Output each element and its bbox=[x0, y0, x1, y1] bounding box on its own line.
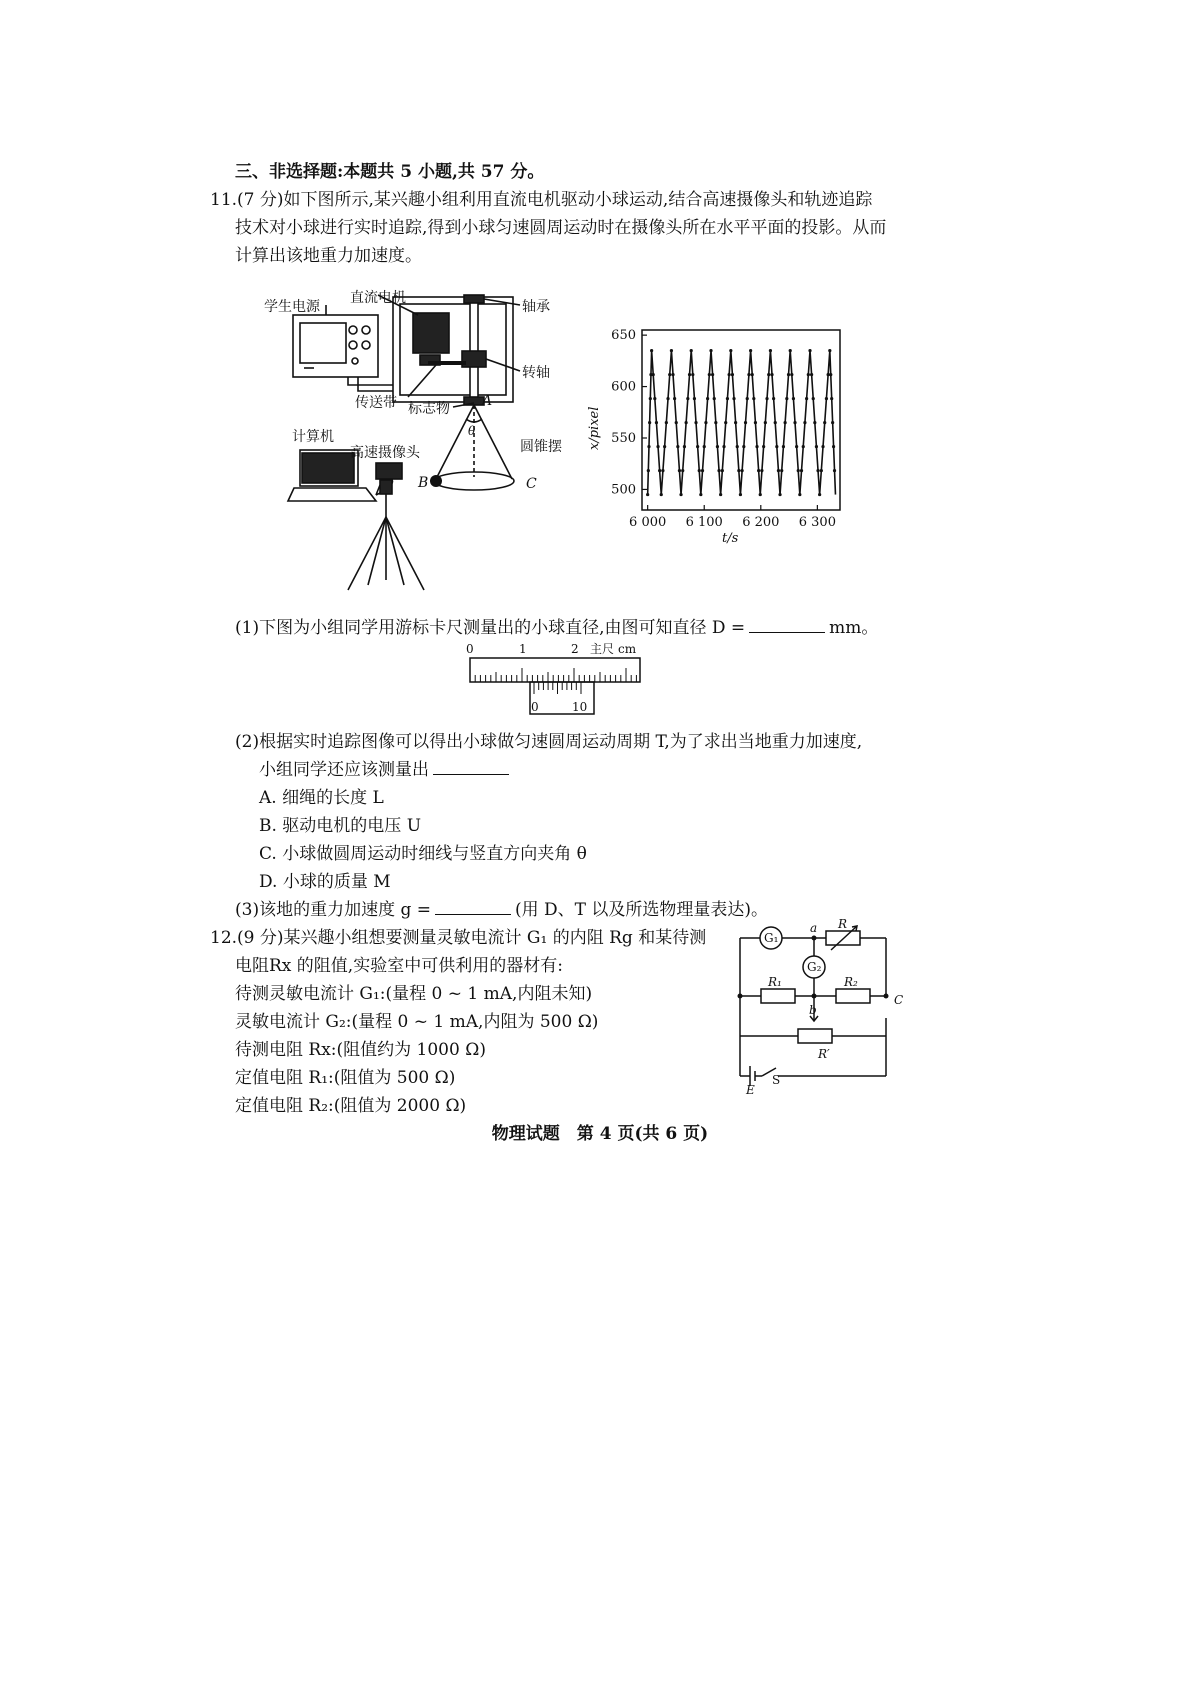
chart-data-point bbox=[831, 421, 834, 424]
q11-stem-line-3: 计算出该地重力加速度。 bbox=[235, 246, 422, 266]
label-point-b: B bbox=[418, 475, 429, 491]
chart-data-point bbox=[708, 373, 711, 376]
chart-data-point bbox=[818, 493, 821, 496]
x-tick-label: 6 100 bbox=[685, 515, 723, 530]
chart-data-point bbox=[719, 493, 722, 496]
label-marker: 标志物 bbox=[408, 401, 450, 417]
label-r2: R₂ bbox=[844, 975, 858, 989]
chart-data-point bbox=[775, 445, 778, 448]
q12-stem-line-2: 电阻Rx 的阻值,实验室中可供利用的器材有: bbox=[235, 956, 563, 976]
chart-data-point bbox=[666, 397, 669, 400]
chart-data-point bbox=[789, 349, 792, 352]
q11-part3-suffix: (用 D、T 以及所选物理量表达)。 bbox=[515, 900, 769, 920]
chart-data-point bbox=[807, 373, 810, 376]
chart-data-point bbox=[686, 397, 689, 400]
shaft bbox=[470, 297, 478, 402]
caliper-vernier-tick-10: 10 bbox=[572, 700, 588, 714]
chart-data-point bbox=[646, 493, 649, 496]
q12-number: 12. bbox=[210, 928, 238, 948]
label-shaft: 转轴 bbox=[522, 365, 550, 381]
chart-data-point bbox=[739, 493, 742, 496]
chart-data-point bbox=[790, 373, 793, 376]
chart-x-axis-label: t/s bbox=[722, 531, 739, 546]
chart-data-point bbox=[797, 469, 800, 472]
q11-stem-line-1: 如下图所示,某兴趣小组利用直流电机驱动小球运动,结合高速摄像头和轨迹追踪 bbox=[283, 190, 873, 210]
q11-score: (7 分) bbox=[237, 190, 284, 210]
q12-stem bbox=[210, 924, 706, 952]
chart-data-point bbox=[769, 349, 772, 352]
chart-data-point bbox=[747, 373, 750, 376]
label-point-c: C bbox=[526, 476, 537, 492]
tripod bbox=[348, 517, 386, 590]
chart-data-point bbox=[746, 397, 749, 400]
label-c: C bbox=[894, 993, 904, 1007]
chart-data-point bbox=[704, 421, 707, 424]
chart-data-point bbox=[780, 469, 783, 472]
q11-part2-text: 小组同学还应该测量出 bbox=[259, 760, 429, 780]
q11-part2-line-1: (2)根据实时追踪图像可以得出小球做匀速圆周运动周期 T,为了求出当地重力加速度, bbox=[235, 732, 863, 752]
chart-data-point bbox=[820, 469, 823, 472]
chart-data-point bbox=[752, 397, 755, 400]
chart-data-point bbox=[694, 421, 697, 424]
chart-data-point bbox=[830, 397, 833, 400]
chart-data-point bbox=[765, 397, 768, 400]
chart-data-point bbox=[691, 373, 694, 376]
q11-part1-text: (1)下图为小组同学用游标卡尺测量出的小球直径,由图可知直径 D = bbox=[235, 618, 746, 638]
chart-data-point bbox=[777, 469, 780, 472]
q11-part1-unit: mm。 bbox=[829, 618, 879, 638]
chart-data-point bbox=[732, 397, 735, 400]
chart-data-point bbox=[703, 445, 706, 448]
label-r: R bbox=[838, 917, 848, 931]
label-r-prime: R′ bbox=[818, 1047, 830, 1061]
label-camera: 高速摄像头 bbox=[350, 445, 420, 461]
chart-data-point bbox=[737, 469, 740, 472]
chart-data-point bbox=[652, 373, 655, 376]
chart-data-point bbox=[833, 469, 836, 472]
chart-data-point bbox=[671, 373, 674, 376]
chart-data-point bbox=[658, 469, 661, 472]
chart-data-point bbox=[653, 397, 656, 400]
chart-data-point bbox=[731, 373, 734, 376]
chart-data-point bbox=[701, 469, 704, 472]
chart-data-point bbox=[828, 349, 831, 352]
label-s: S bbox=[772, 1073, 781, 1087]
chart-data-point bbox=[683, 445, 686, 448]
chart-data-point bbox=[792, 397, 795, 400]
caliper-main-tick-2: 2 bbox=[571, 642, 579, 656]
vernier-caliper bbox=[458, 640, 658, 720]
chart-data-point bbox=[803, 421, 806, 424]
label-a: a bbox=[810, 921, 818, 935]
frame-outer bbox=[393, 297, 513, 402]
chart-data-point bbox=[749, 349, 752, 352]
q11-option-d[interactable]: D. 小球的质量 M bbox=[259, 872, 391, 892]
chart-data-point bbox=[655, 421, 658, 424]
q12-equipment-1: 待测灵敏电流计 G₁:(量程 0 ~ 1 mA,内阻未知) bbox=[235, 984, 593, 1004]
q12-score: (9 分) bbox=[237, 928, 284, 948]
chart-data-point bbox=[668, 373, 671, 376]
chart-data-point bbox=[678, 469, 681, 472]
chart-data-point bbox=[670, 349, 673, 352]
chart-data-point bbox=[675, 421, 678, 424]
label-g2: G₂ bbox=[807, 960, 822, 974]
chart-data-point bbox=[782, 445, 785, 448]
q11-number-label: 11. bbox=[210, 190, 238, 210]
chart-data-point bbox=[696, 445, 699, 448]
chart-data-point bbox=[729, 349, 732, 352]
q11-number bbox=[210, 186, 872, 214]
chart-data-point bbox=[656, 445, 659, 448]
x-tick-label: 6 300 bbox=[798, 515, 836, 530]
chart-data-point bbox=[736, 445, 739, 448]
label-conical-pendulum: 圆锥摆 bbox=[520, 439, 562, 455]
y-tick-label: 600 bbox=[611, 379, 636, 395]
chart-data-point bbox=[784, 421, 787, 424]
chart-data-point bbox=[699, 493, 702, 496]
chart-data-point bbox=[742, 445, 745, 448]
caliper-main-unit: cm bbox=[618, 642, 637, 656]
chart-data-point bbox=[795, 445, 798, 448]
chart-data-point bbox=[648, 421, 651, 424]
label-dc-motor: 直流电机 bbox=[350, 290, 406, 306]
chart-data-point bbox=[798, 493, 801, 496]
q11-part3 bbox=[235, 896, 768, 924]
caliper-main-label: 主尺 bbox=[590, 642, 615, 656]
chart-data-point bbox=[726, 397, 729, 400]
q11-part3-answer-blank[interactable] bbox=[435, 896, 511, 915]
chart-data-point bbox=[673, 397, 676, 400]
chart-data-point bbox=[823, 421, 826, 424]
chart-data-point bbox=[685, 421, 688, 424]
circuit-diagram bbox=[736, 917, 916, 1097]
chart-data-point bbox=[812, 397, 815, 400]
chart-data-point bbox=[711, 373, 714, 376]
chart-data-point bbox=[785, 397, 788, 400]
chart-data-point bbox=[660, 493, 663, 496]
ball bbox=[430, 475, 442, 487]
chart-data-point bbox=[772, 397, 775, 400]
label-bearing: 轴承 bbox=[522, 299, 550, 315]
chart-data-point bbox=[793, 421, 796, 424]
tracking-chart bbox=[587, 318, 900, 548]
chart-data-point bbox=[770, 373, 773, 376]
chart-data-point bbox=[649, 397, 652, 400]
chart-data-point bbox=[665, 421, 668, 424]
chart-data-point bbox=[762, 445, 765, 448]
chart-data-point bbox=[741, 469, 744, 472]
chart-data-point bbox=[774, 421, 777, 424]
chart-data-point bbox=[821, 445, 824, 448]
chart-data-point bbox=[717, 469, 720, 472]
label-b: b bbox=[809, 1003, 817, 1017]
label-theta: θ bbox=[468, 424, 476, 438]
chart-data-point bbox=[800, 469, 803, 472]
apparatus-diagram bbox=[258, 285, 578, 615]
section-title: 三、非选择题:本题共 5 小题,共 57 分。 bbox=[235, 162, 545, 182]
chart-data-point bbox=[757, 469, 760, 472]
q12-equipment-3: 待测电阻 Rx:(阻值约为 1000 Ω) bbox=[235, 1040, 486, 1060]
label-point-a: A bbox=[482, 393, 493, 409]
q12-stem-line-1: 某兴趣小组想要测量灵敏电流计 G₁ 的内阻 Rg 和某待测 bbox=[283, 928, 707, 948]
dc-motor bbox=[413, 313, 449, 353]
high-speed-camera bbox=[376, 463, 402, 479]
chart-data-point bbox=[728, 373, 731, 376]
chart-data-point bbox=[802, 445, 805, 448]
chart-data-point bbox=[724, 421, 727, 424]
chart-data-point bbox=[663, 445, 666, 448]
caliper-vernier-tick-0: 0 bbox=[531, 700, 539, 714]
chart-data-point bbox=[713, 397, 716, 400]
chart-data-point bbox=[755, 445, 758, 448]
label-r1: R₁ bbox=[768, 975, 782, 989]
resistor-r2 bbox=[836, 989, 870, 1003]
q11-stem-line-2: 技术对小球进行实时追踪,得到小球匀速圆周运动时在摄像头所在水平平面的投影。从而 bbox=[235, 218, 887, 238]
chart-data-point bbox=[816, 469, 819, 472]
chart-data-point bbox=[688, 373, 691, 376]
label-power-supply: 学生电源 bbox=[264, 299, 320, 315]
power-supply-knob bbox=[349, 326, 357, 334]
chart-data-point bbox=[832, 445, 835, 448]
label-computer: 计算机 bbox=[292, 429, 334, 445]
chart-data-point bbox=[681, 469, 684, 472]
q11-part2-line-2 bbox=[259, 756, 513, 784]
resistor-r1 bbox=[761, 989, 795, 1003]
chart-data-point bbox=[709, 349, 712, 352]
chart-data-point bbox=[825, 397, 828, 400]
chart-data-point bbox=[661, 469, 664, 472]
power-supply-screen bbox=[300, 323, 346, 363]
y-tick-label: 650 bbox=[611, 328, 636, 344]
label-belt: 传送带 bbox=[355, 395, 397, 411]
chart-data-point bbox=[751, 373, 754, 376]
chart-y-axis-label: x/pixel bbox=[587, 406, 602, 450]
chart-data-point bbox=[647, 469, 650, 472]
q12-equipment-4: 定值电阻 R₁:(阻值为 500 Ω) bbox=[235, 1068, 456, 1088]
chart-data-point bbox=[813, 421, 816, 424]
chart-data-point bbox=[676, 445, 679, 448]
chart-data-point bbox=[722, 445, 725, 448]
label-e: E bbox=[746, 1083, 755, 1097]
chart-data-point bbox=[647, 445, 650, 448]
q11-part1-answer-blank[interactable] bbox=[749, 614, 825, 633]
y-tick-label: 550 bbox=[611, 431, 636, 446]
chart-data-point bbox=[767, 373, 770, 376]
chart-data-point bbox=[690, 349, 693, 352]
chart-data-point bbox=[778, 493, 781, 496]
pendulum-path bbox=[434, 472, 514, 490]
q11-option-c[interactable]: C. 小球做圆周运动时细线与竖直方向夹角 θ bbox=[259, 844, 587, 864]
chart-data-point bbox=[808, 349, 811, 352]
page-footer: 物理试题 第 4 页(共 6 页) bbox=[491, 1124, 709, 1144]
chart-data-point bbox=[754, 421, 757, 424]
caliper-main-tick-0: 0 bbox=[466, 642, 474, 656]
chart-data-point bbox=[714, 421, 717, 424]
chart-data-point bbox=[759, 493, 762, 496]
chart-data-point bbox=[734, 421, 737, 424]
chart-data-point bbox=[650, 349, 653, 352]
chart-data-point bbox=[698, 469, 701, 472]
chart-data-point bbox=[760, 469, 763, 472]
q11-part2-answer-blank[interactable] bbox=[433, 756, 509, 775]
chart-data-point bbox=[805, 397, 808, 400]
chart-data-point bbox=[693, 397, 696, 400]
chart-data-point bbox=[764, 421, 767, 424]
chart-data-point bbox=[721, 469, 724, 472]
rheostat-r-prime bbox=[798, 1029, 832, 1043]
q11-option-a[interactable]: A. 细绳的长度 L bbox=[259, 788, 384, 808]
chart-data-point bbox=[815, 445, 818, 448]
q11-part3-prefix: (3)该地的重力加速度 g = bbox=[235, 900, 432, 920]
chart-data-point bbox=[810, 373, 813, 376]
chart-data-point bbox=[787, 373, 790, 376]
x-tick-label: 6 200 bbox=[742, 515, 780, 530]
caliper-main-tick-1: 1 bbox=[519, 642, 527, 656]
q12-equipment-5: 定值电阻 R₂:(阻值为 2000 Ω) bbox=[235, 1096, 467, 1116]
label-g1: G₁ bbox=[764, 931, 779, 945]
chart-data-point bbox=[829, 373, 832, 376]
q11-part1 bbox=[235, 614, 878, 642]
chart-data-point bbox=[744, 421, 747, 424]
x-tick-label: 6 000 bbox=[629, 515, 667, 530]
chart-data-point bbox=[706, 397, 709, 400]
q11-option-b[interactable]: B. 驱动电机的电压 U bbox=[259, 816, 422, 836]
bearing bbox=[464, 295, 484, 303]
chart-data-point bbox=[716, 445, 719, 448]
chart-data-point bbox=[679, 493, 682, 496]
y-tick-label: 500 bbox=[611, 482, 636, 498]
q12-equipment-2: 灵敏电流计 G₂:(量程 0 ~ 1 mA,内阻为 500 Ω) bbox=[235, 1012, 599, 1032]
